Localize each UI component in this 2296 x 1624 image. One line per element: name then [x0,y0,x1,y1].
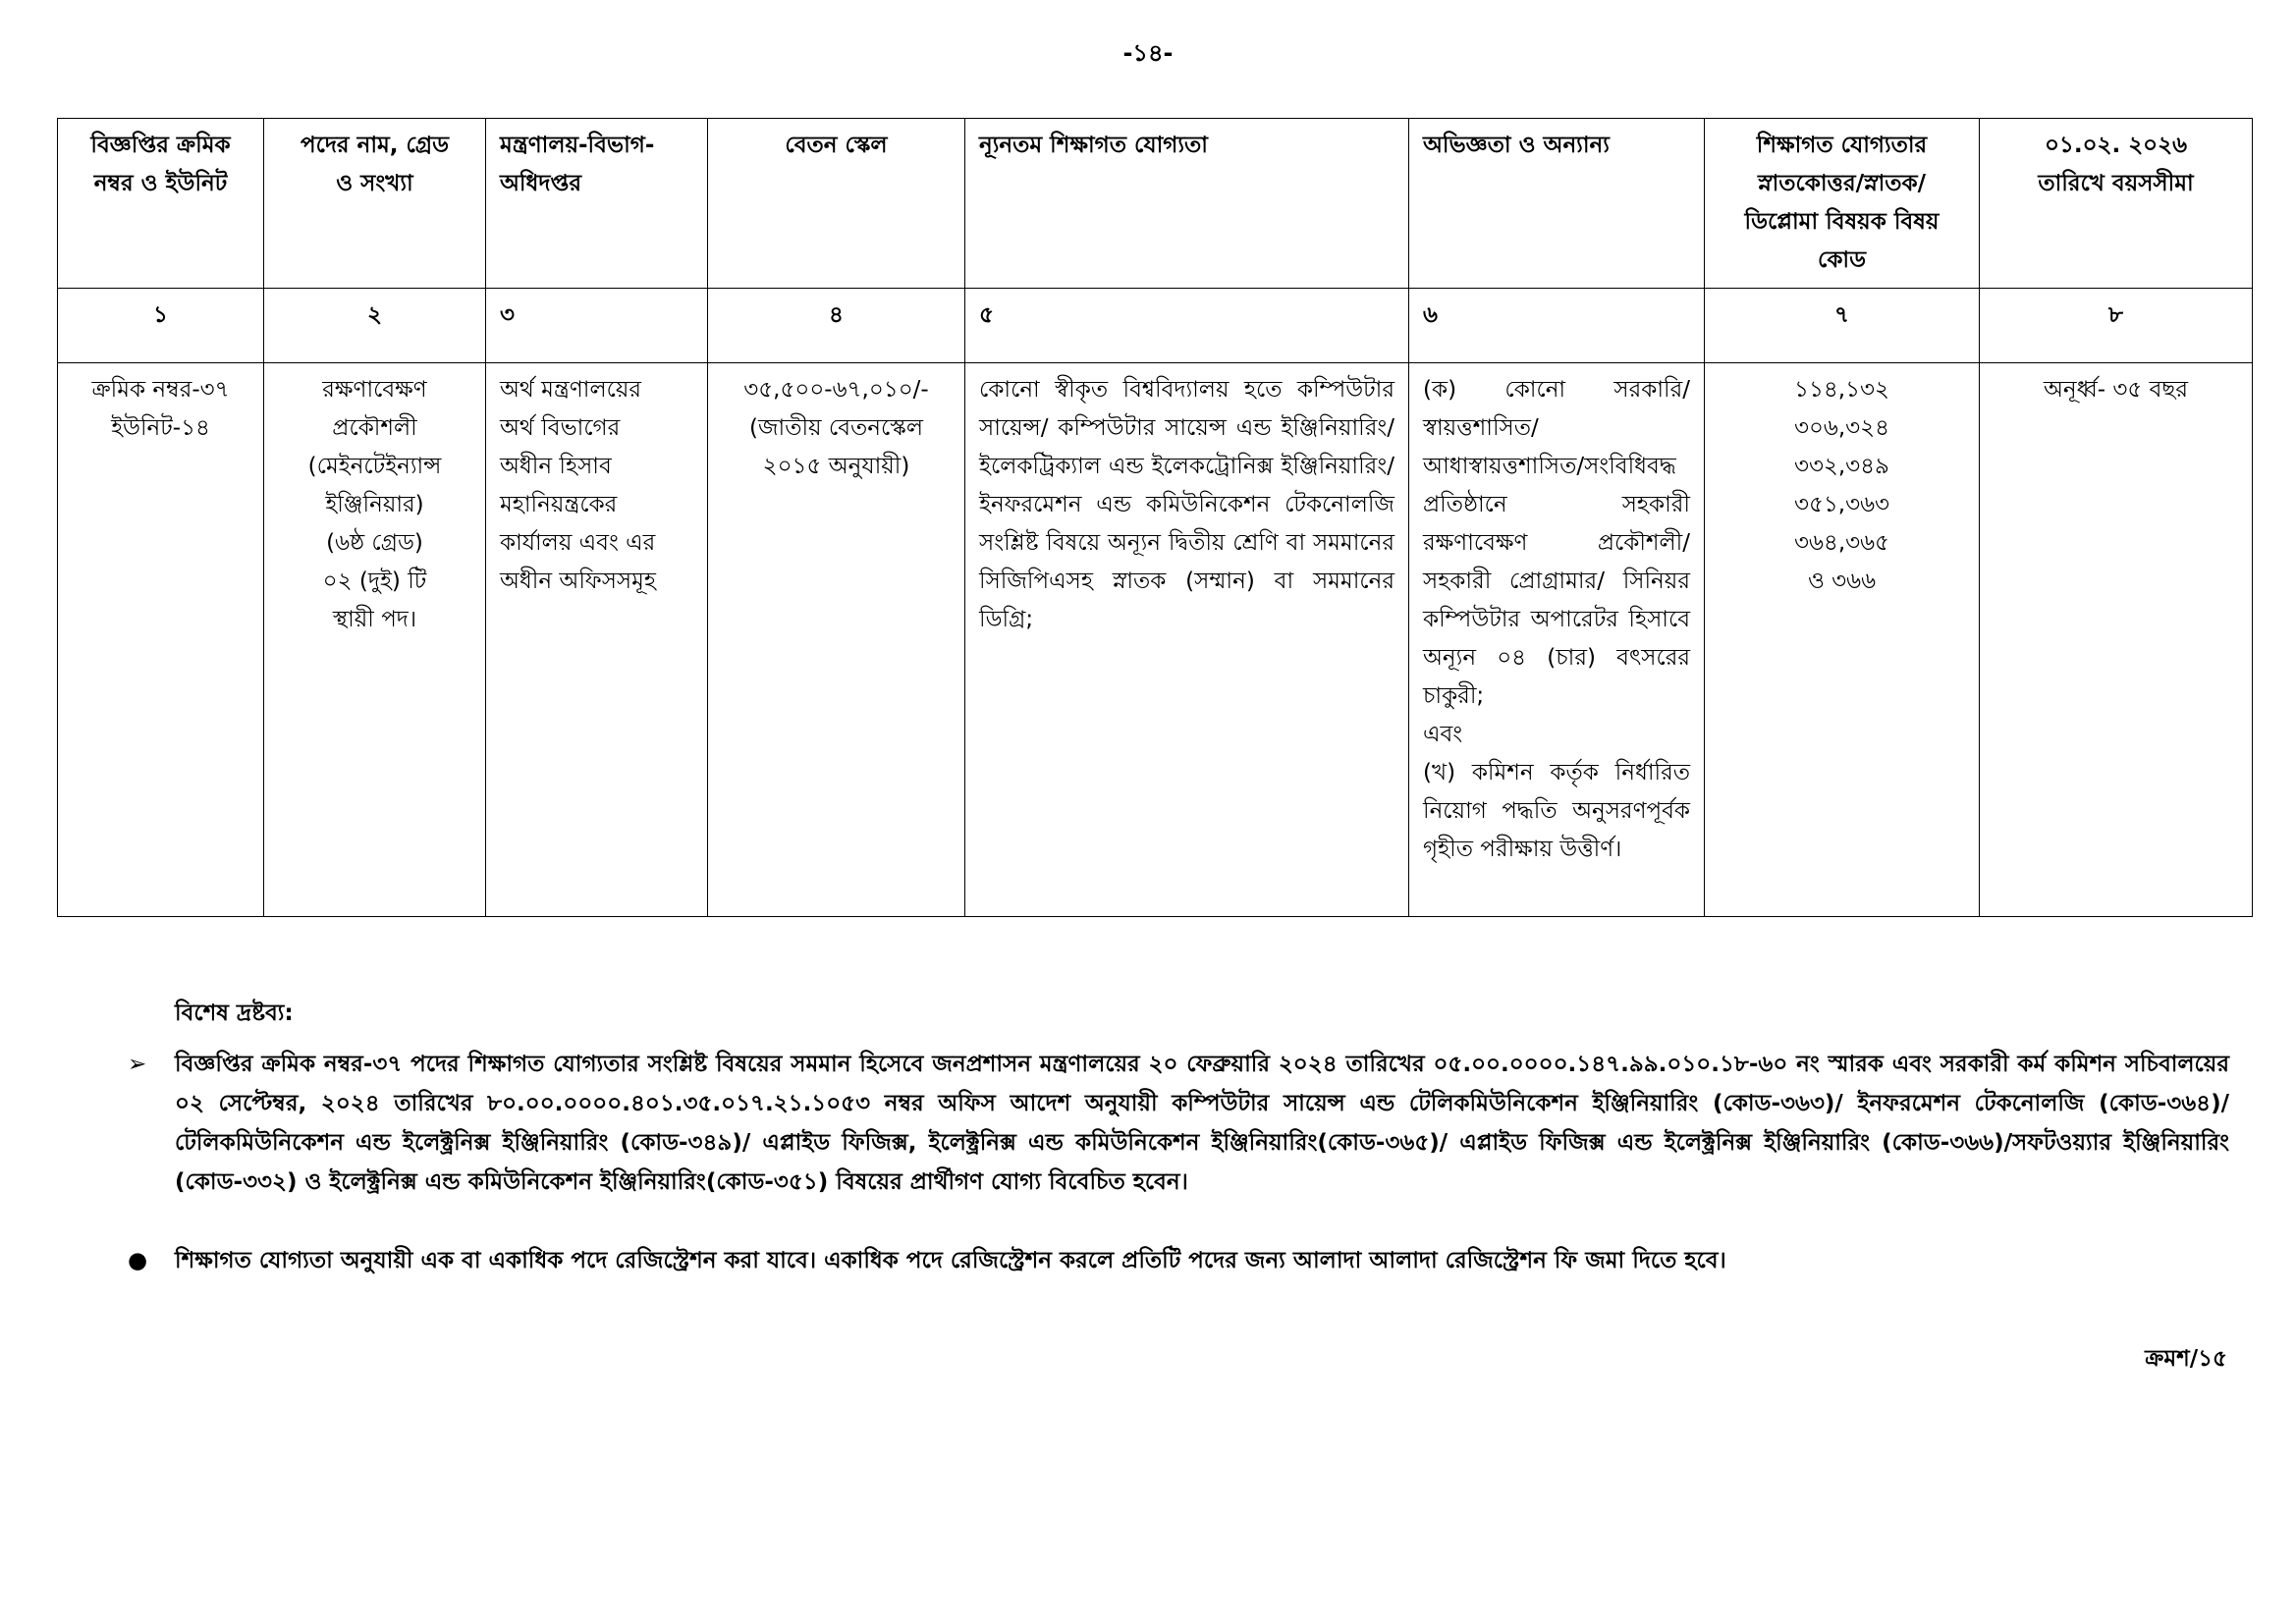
header-post-name: পদের নাম, গ্রেড ও সংখ্যা [264,119,486,289]
column-number: ৫ [965,289,1409,363]
header-serial-unit: বিজ্ঞপ্তির ক্রমিক নম্বর ও ইউনিট [58,119,264,289]
experience-and: এবং [1423,722,1463,747]
column-number: ৬ [1409,289,1705,363]
header-age-limit: ০১.০২. ২০২৬ তারিখে বয়সসীমা [1980,119,2253,289]
header-min-qualification: ন্যূনতম শিক্ষাগত যোগ্যতা [965,119,1409,289]
column-number: ৭ [1705,289,1980,363]
column-number: ১ [58,289,264,363]
recruitment-table [57,118,2253,917]
note-text: শিক্ষাগত যোগ্যতা অনুযায়ী এক বা একাধিক পদে রেজিস্ট্রেশন করা যাবে। একাধিক পদে রেজিস্ট্রেশন করলে প্রতিটি পদের জন্য আলাদা আলাদা রেজিস্ট্রেশন ফি জমা দিতে হবে। [175,1248,1726,1273]
column-number: ২ [264,289,486,363]
cell-pay-scale: ৩৫,৫০০-৬৭,০১০/- (জাতীয় বেতনস্কেল ২০১৫ অনুযায়ী) [708,363,965,917]
cell-ministry: অর্থ মন্ত্রণালয়ের অর্থ বিভাগের অধীন হিসাব মহানিয়ন্ত্রকের কার্যালয় এবং এর অধীন অফিসসমূহ [486,363,708,917]
column-number: ৮ [1980,289,2253,363]
header-pay-scale: বেতন স্কেল [708,119,965,289]
column-number: ৩ [486,289,708,363]
header-subject-code: শিক্ষাগত যোগ্যতার স্নাতকোত্তর/স্নাতক/ ডিপ্লোমা বিষয়ক বিষয় কোড [1705,119,1980,289]
special-notes [128,994,2229,1280]
header-ministry: মন্ত্রণালয়-বিভাগ- অধিদপ্তর [486,119,708,289]
continued-marker: ক্রমশ/১৫ [2145,1346,2227,1372]
experience-item-b: (খ) কমিশন কর্তৃক নির্ধারিত নিয়োগ পদ্ধতি অনুসরণপূর্বক গৃহীত পরীক্ষায় উত্তীর্ণ। [1423,760,1690,862]
cell-post-name: রক্ষণাবেক্ষণ প্রকৌশলী (মেইনটেইন্যান্স ইঞ্জিনিয়ার) (৬ষ্ঠ গ্রেড) ০২ (দুই) টি স্থায়ী পদ। [264,363,486,917]
cell-min-qualification: কোনো স্বীকৃত বিশ্ববিদ্যালয় হতে কম্পিউটার সায়েন্স/ কম্পিউটার সায়েন্স এন্ড ইঞ্জিনিয়ারিং/ইলেকট্রিক্যাল এন্ড ইলেকট্রোনিক্স ইঞ্জিনিয়ারিং/ ইনফরমেশন এন্ড কমিউনিকেশন টেকনোলজি সংশ্লিষ্ট বিষয়ে অন্যূন দ্বিতীয় শ্রেণি বা সমমানের সিজিপিএসহ স্নাতক (সম্মান) বা সমমানের ডিগ্রি; [965,363,1409,917]
table-row [58,363,2253,917]
header-experience: অভিজ্ঞতা ও অন্যান্য [1409,119,1705,289]
column-number-row [58,289,2253,363]
page-number: -১৪- [1122,39,1174,67]
arrow-bullet-icon: ➢ [128,1052,147,1077]
notes-title: বিশেষ দ্রষ্টব্য: [175,1001,294,1026]
experience-item-a: (ক) কোনো সরকারি/ স্বায়ত্তশাসিত/ আধাস্বায়ত্তশাসিত/সংবিধিবদ্ধ প্রতিষ্ঠানে সহকারী রক্ষণাবেক্ষণ প্রকৌশলী/ সহকারী প্রোগ্রামার/ সিনিয়র কম্পিউটার অপারেটর হিসাবে অন্যূন ০৪ (চার) বৎসরের চাকুরী; [1423,377,1690,709]
header-row [58,119,2253,289]
cell-subject-codes: ১১৪,১৩২ ৩০৬,৩২৪ ৩৩২,৩৪৯ ৩৫১,৩৬৩ ৩৬৪,৩৬৫ ও ৩৬৬ [1705,363,1980,917]
note-item [128,1241,2229,1280]
cell-experience [1409,363,1705,917]
column-number: ৪ [708,289,965,363]
note-text: বিজ্ঞপ্তির ক্রমিক নম্বর-৩৭ পদের শিক্ষাগত যোগ্যতার সংশ্লিষ্ট বিষয়ের সমমান হিসেবে জনপ্রশাসন মন্ত্রণালয়ের ২০ ফেব্রুয়ারি ২০২৪ তারিখের ০৫.০০.০০০০.১৪৭.৯৯.০১০.১৮-৬০ নং স্মারক এবং সরকারী কর্ম কমিশন সচিবালয়ের ০২ সেপ্টেম্বর, ২০২৪ তারিখের ৮০.০০.০০০০.৪০১.৩৫.০১৭.২১.১০৫৩ নম্বর অফিস আদেশ অনুযায়ী কম্পিউটার সায়েন্স এন্ড টেলিকমিউনিকেশন ইঞ্জিনিয়ারিং (কোড-৩৬৩)/ ইনফরমেশন টেকনোলজি (কোড-৩৬৪)/ টেলিকমিউনিকেশন এন্ড ইলেক্ট্রনিক্স ইঞ্জিনিয়ারিং (কোড-৩৪৯)/ এপ্লাইড ফিজিক্স, ইলেক্ট্রনিক্স এন্ড কমিউনিকেশন ইঞ্জিনিয়ারিং(কোড-৩৬৫)/ এপ্লাইড ফিজিক্স এন্ড ইলেক্ট্রনিক্স ইঞ্জিনিয়ারিং (কোড-৩৬৬)/সফটওয়্যার ইঞ্জিনিয়ারিং (কোড-৩৩২) ও ইলেক্ট্রনিক্স এন্ড কমিউনিকেশন ইঞ্জিনিয়ারিং(কোড-৩৫১) বিষয়ের প্রার্থীগণ যোগ্য বিবেচিত হবেন। [175,1052,2229,1195]
dot-bullet-icon: ● [128,1248,148,1273]
note-item [128,1045,2229,1202]
cell-age-limit: অনূর্ধ্ব- ৩৫ বছর [1980,363,2253,917]
cell-serial-unit: ক্রমিক নম্বর-৩৭ ইউনিট-১৪ [58,363,264,917]
